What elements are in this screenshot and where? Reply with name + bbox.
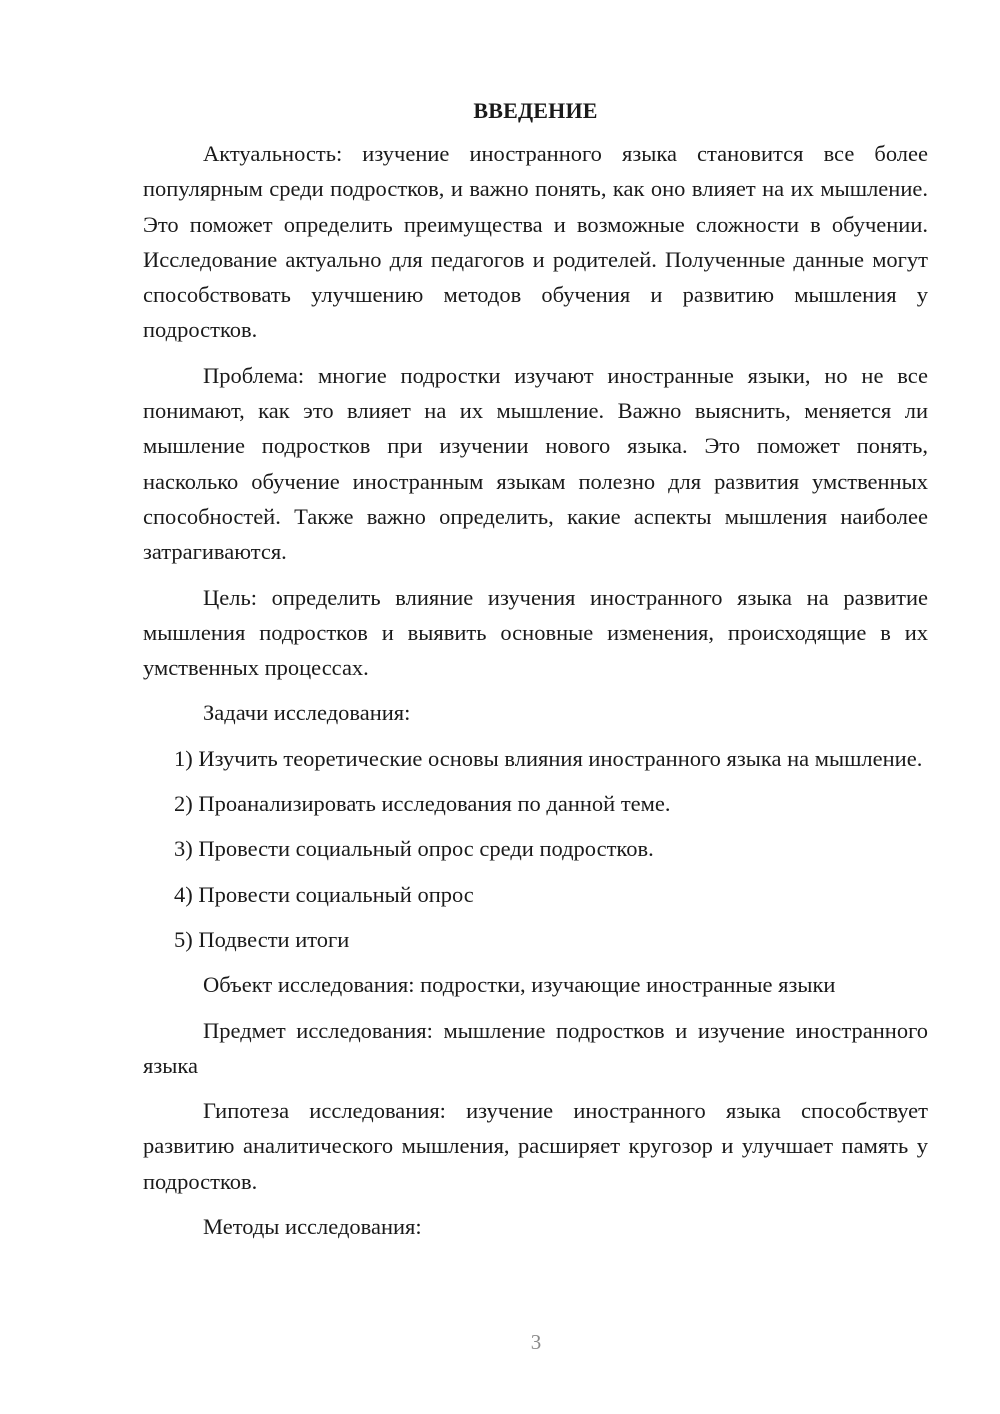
- paragraph-object: Объект исследования: подростки, изучающие иностранные языки: [203, 972, 836, 998]
- task-item: 4) Провести социальный опрос: [174, 881, 474, 907]
- paragraph-relevance: Актуальность: изучение иностранного языка становится все более популярным среди подростков, и важно понять, как оно влияет на их мышление. Это поможет определить преимущества и возможные сложности в обучении. Исследование актуально для педагогов и родителей. Полученные данные могут способствовать улучшению методов обучения и развитию мышления у подростков.: [143, 141, 928, 343]
- task-item: 3) Провести социальный опрос среди подростков.: [174, 836, 654, 862]
- tasks-list: [143, 741, 928, 957]
- paragraph-problem: Проблема: многие подростки изучают иностранные языки, но не все понимают, как это влияет на их мышление. Важно выяснить, меняется ли мышление подростков при изучении нового языка. Это поможет понять, насколько обучение иностранным языкам полезно для развития умственных способностей. Также важно определить, какие аспекты мышления наиболее затрагиваются.: [143, 362, 928, 565]
- task-item: 1) Изучить теоретические основы влияния иностранного языка на мышление.: [174, 745, 923, 771]
- paragraph-hypothesis: Гипотеза исследования: изучение иностранного языка способствует развитию аналитического мышления, расширяет кругозор и улучшает память у подростков.: [143, 1098, 928, 1194]
- task-item: 5) Подвести итоги: [174, 926, 350, 952]
- methods-heading: Методы исследования:: [203, 1214, 422, 1240]
- section-title: ВВЕДЕНИЕ: [473, 98, 598, 123]
- paragraph-goal: Цель: определить влияние изучения иностранного языка на развитие мышления подростков и выявить основные изменения, происходящие в их умственных процессах.: [143, 584, 928, 681]
- tasks-heading: Задачи исследования:: [203, 700, 411, 726]
- task-item: 2) Проанализировать исследования по данной теме.: [174, 791, 671, 817]
- page-content: [143, 94, 928, 1254]
- page-number: 3: [530, 1330, 542, 1354]
- paragraph-subject: Предмет исследования: мышление подростков и изучение иностранного языка: [143, 1017, 928, 1078]
